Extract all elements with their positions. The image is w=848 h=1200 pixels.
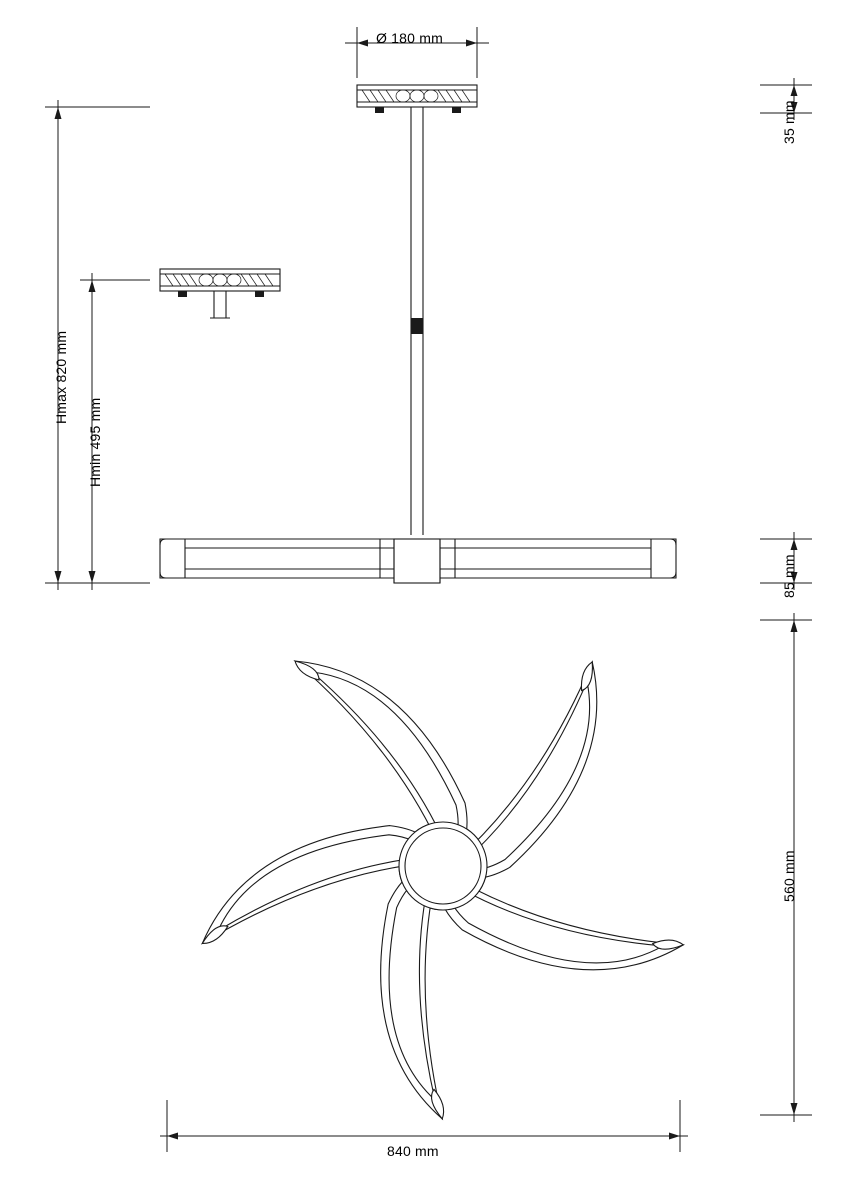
petal xyxy=(431,789,684,1046)
label-depth: 560 mm xyxy=(781,850,797,902)
canopy-front-view xyxy=(357,85,477,113)
label-height-max: Hmax 820 mm xyxy=(53,330,69,424)
lamp-body-front-view xyxy=(160,539,676,583)
canopy-alternate-view xyxy=(160,269,280,318)
label-height-min: Hmin 495 mm xyxy=(87,397,103,487)
top-view-flower xyxy=(202,661,683,1119)
suspension-rod xyxy=(411,107,423,535)
label-width: 840 mm xyxy=(387,1143,439,1159)
label-canopy-height: 35 mm xyxy=(781,100,797,144)
label-body-height: 85 mm xyxy=(781,554,797,598)
label-canopy-diameter: Ø 180 mm xyxy=(376,30,443,46)
